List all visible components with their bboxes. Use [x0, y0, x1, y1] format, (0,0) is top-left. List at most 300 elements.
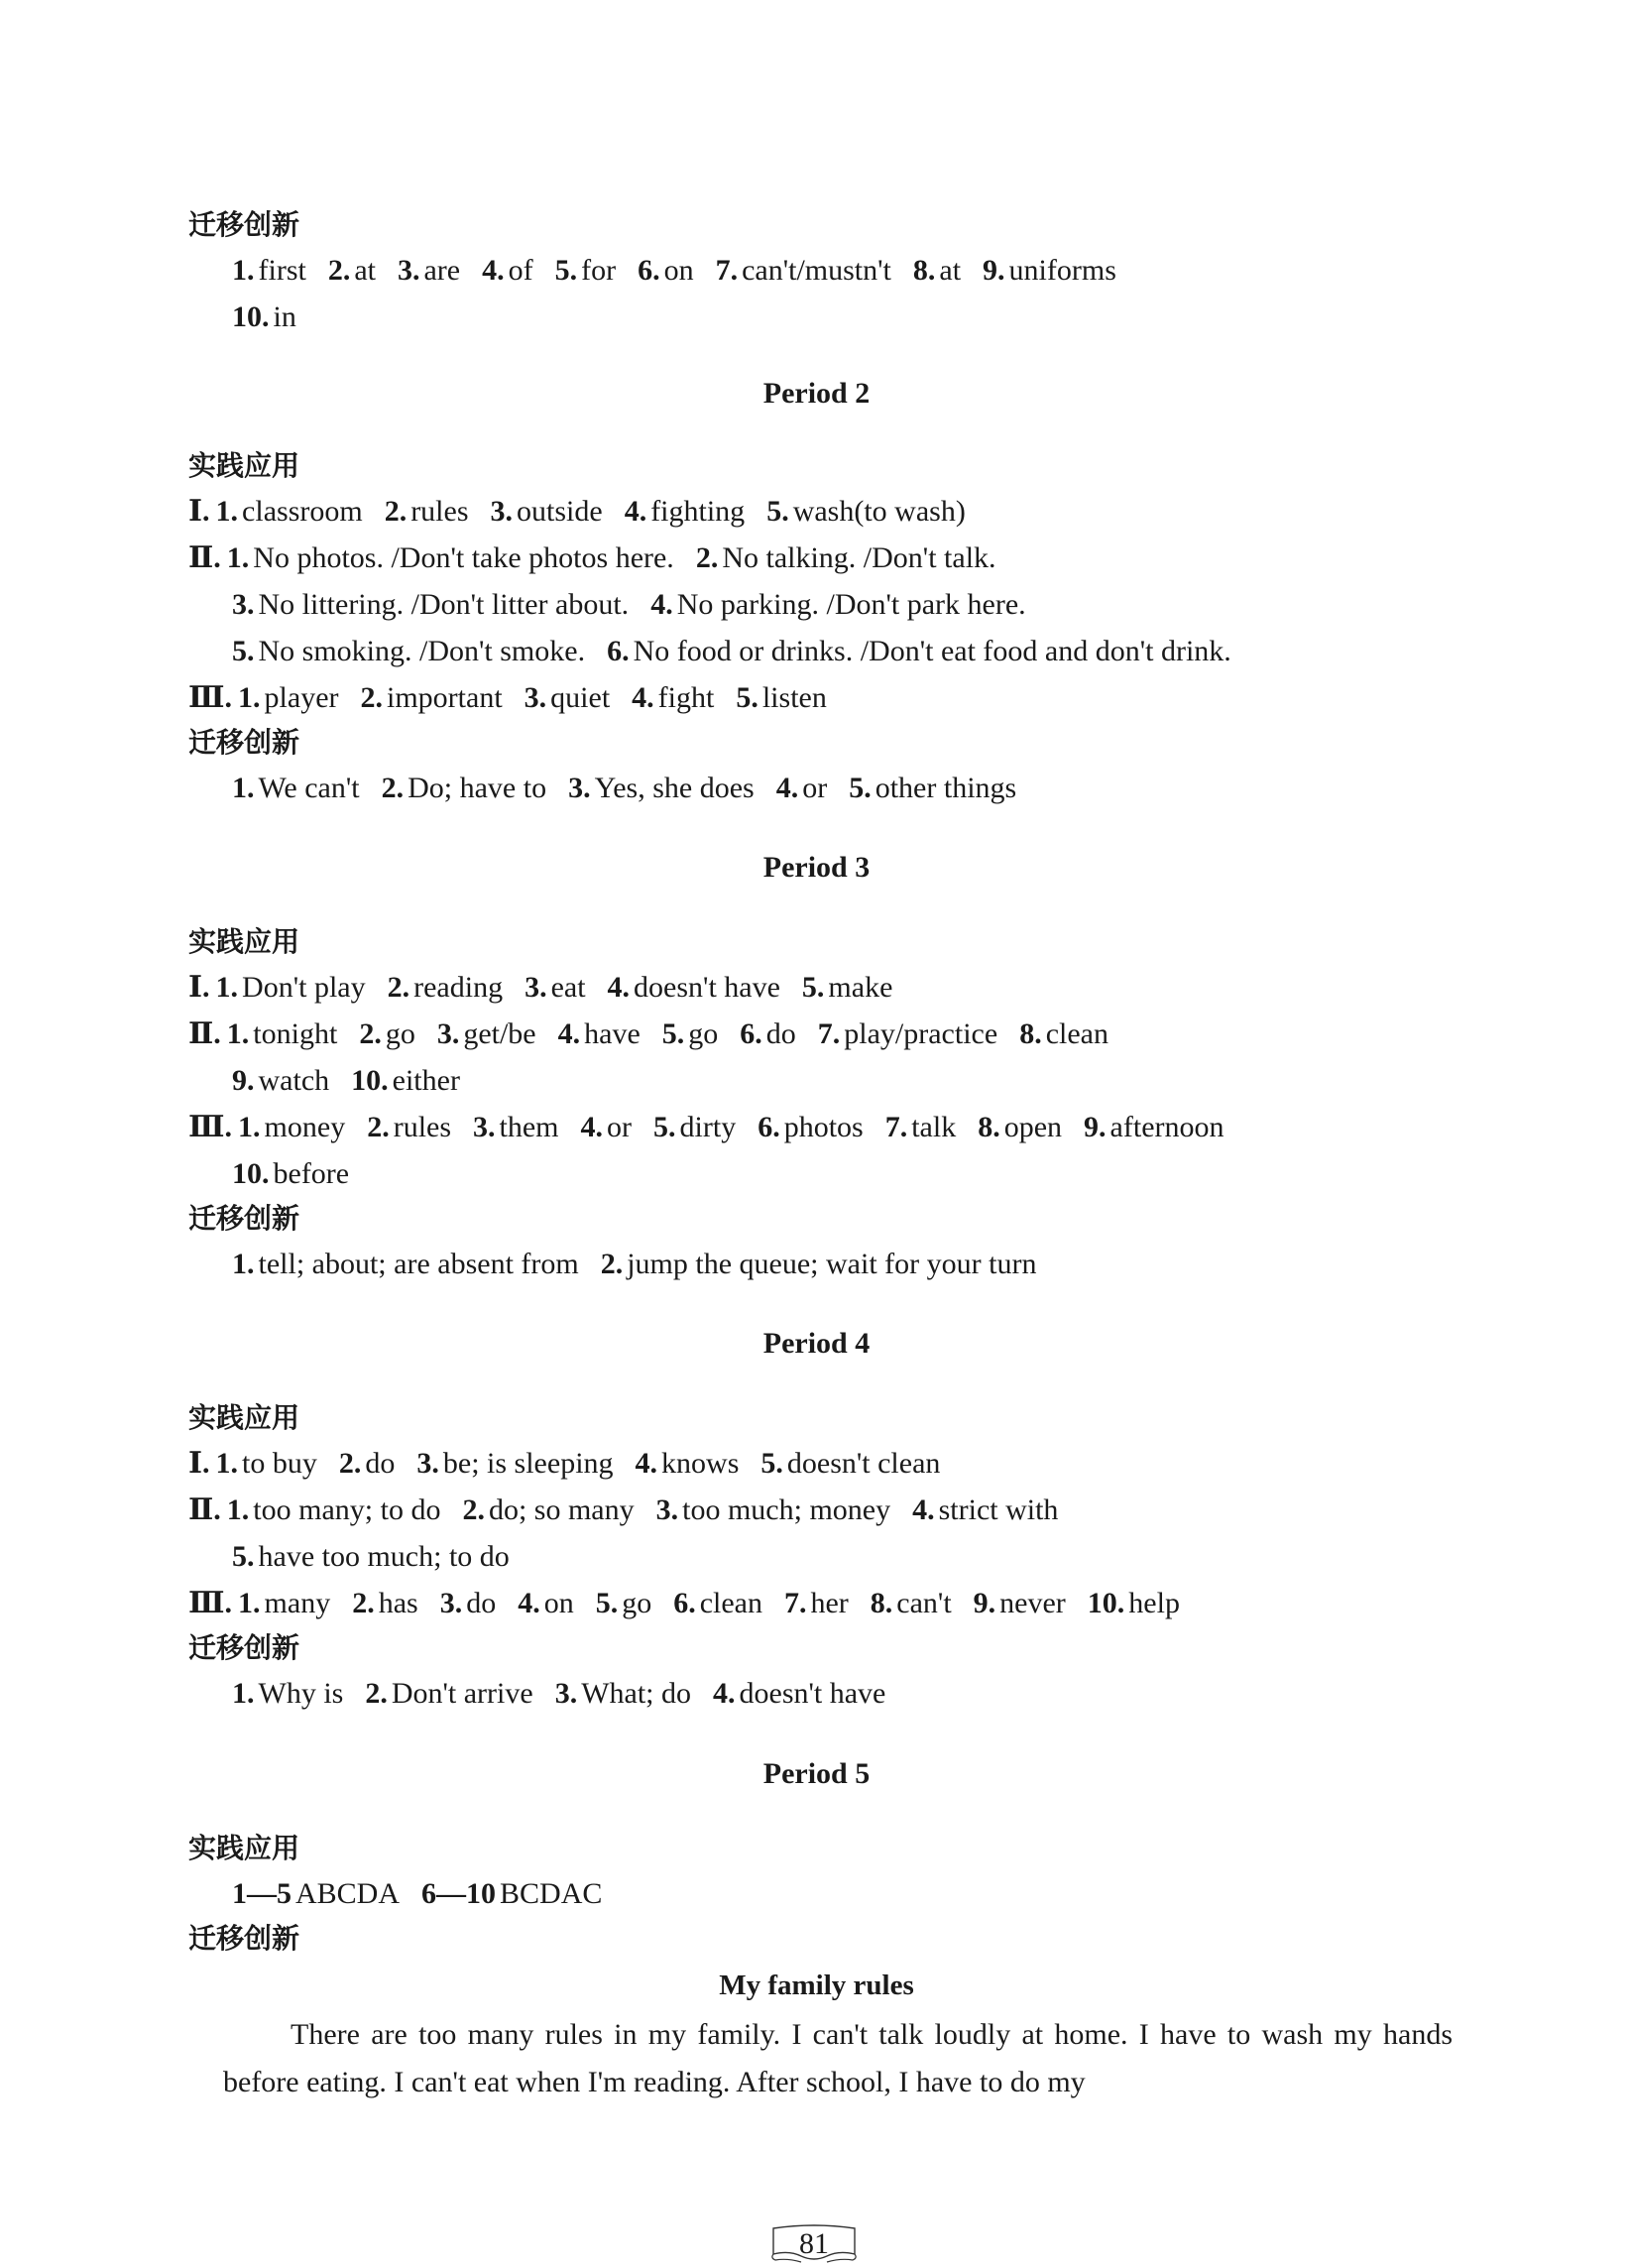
answer-item [662, 1011, 719, 1057]
item-answer: many [264, 1587, 331, 1619]
item-number: 5. [736, 681, 758, 714]
item-answer: No food or drinks. /Don't eat food and don't drink. [633, 635, 1231, 667]
item-number: 5. [661, 1017, 685, 1050]
item-number: 4. [482, 254, 505, 287]
answer-item [388, 964, 503, 1011]
roman-numeral: Ⅰ. [188, 971, 210, 1004]
item-number: 3. [439, 1587, 463, 1619]
item-answer: watch [258, 1064, 330, 1097]
item-number: 5. [232, 1540, 255, 1573]
period-2-heading: Period 2 [762, 377, 871, 410]
item-answer: clean [1045, 1017, 1108, 1050]
answer-line [188, 1241, 1477, 1287]
answer-item [232, 765, 360, 811]
item-number: 4. [580, 1111, 604, 1143]
answer-item [359, 1011, 415, 1057]
answer-line [188, 581, 1477, 628]
item-answer: reading [413, 971, 504, 1004]
item-answer: Don't arrive [391, 1677, 533, 1710]
answer-line [188, 247, 1477, 294]
item-number: 4. [632, 681, 654, 714]
period-5-heading: Period 5 [762, 1757, 871, 1790]
item-answer: doesn't have [634, 971, 780, 1004]
answer-item [232, 1150, 349, 1197]
item-answer: of [508, 254, 533, 287]
roman-numeral: Ⅰ. [188, 1447, 210, 1480]
item-number: 5. [232, 635, 255, 667]
answer-item [849, 765, 1016, 811]
item-number: 2. [359, 1017, 382, 1050]
answer-item [232, 247, 306, 294]
answer-line [188, 294, 1477, 340]
answer-line [188, 1533, 1477, 1580]
answer-item [555, 247, 616, 294]
answer-item [653, 1104, 736, 1150]
transfer-lines [188, 1670, 1477, 1717]
answer-line [188, 1150, 1477, 1197]
item-number: 8. [978, 1111, 1000, 1143]
item-answer: photos [783, 1111, 864, 1143]
transfer-lines [188, 765, 1477, 811]
item-answer: play/practice [844, 1017, 998, 1050]
item-number: 2. [338, 1447, 362, 1480]
answer-item [238, 1104, 345, 1150]
answer-line [188, 765, 1477, 811]
answer-item [885, 1104, 957, 1150]
period-4-heading: Period 4 [762, 1327, 871, 1360]
item-number: 5. [849, 772, 872, 804]
answer-item [482, 247, 533, 294]
answer-item [1019, 1011, 1108, 1057]
item-number: 5. [554, 254, 578, 287]
answer-item [601, 1241, 1037, 1287]
answer-item [238, 674, 338, 721]
answer-item [416, 1440, 613, 1487]
item-number: 4. [518, 1587, 540, 1619]
item-number: 6—10 [421, 1877, 497, 1910]
item-number: 6. [638, 254, 660, 287]
item-answer: player [264, 681, 339, 714]
item-number: 10. [351, 1064, 389, 1097]
item-answer: other things [875, 772, 1017, 804]
item-answer: on [543, 1587, 574, 1619]
answer-item [382, 765, 546, 811]
answer-item [339, 1440, 396, 1487]
item-answer: doesn't have [739, 1677, 886, 1710]
item-answer: at [939, 254, 962, 287]
item-number: 7. [817, 1017, 841, 1050]
answer-item [716, 247, 891, 294]
item-answer: either [392, 1064, 460, 1097]
item-number: 7. [783, 1587, 807, 1619]
item-number: 3. [490, 495, 514, 528]
answer-item [232, 628, 585, 674]
item-number: 3. [436, 1017, 460, 1050]
item-answer: No parking. /Don't park here. [676, 588, 1026, 621]
item-number: 3. [524, 681, 547, 714]
item-number: 2. [360, 681, 384, 714]
practice-label: 实践应用 [188, 449, 300, 482]
item-number: 1. [238, 1587, 261, 1619]
item-number: 4. [912, 1493, 935, 1526]
item-answer: in [273, 300, 296, 333]
answer-item [776, 765, 828, 811]
item-answer: important [387, 681, 503, 714]
item-number: 1. [226, 1493, 250, 1526]
item-number: 7. [884, 1111, 908, 1143]
transfer-label: 迁移创新 [188, 208, 300, 241]
item-number: 9. [983, 254, 1005, 287]
item-number: 6. [673, 1587, 696, 1619]
answer-line [188, 964, 1477, 1011]
item-answer: are [423, 254, 461, 287]
transfer-label: 迁移创新 [188, 1631, 300, 1664]
item-answer: rules [393, 1111, 452, 1143]
answer-item [656, 1487, 890, 1533]
item-number: 1. [232, 1248, 255, 1280]
answer-item [473, 1104, 559, 1150]
period-5-practice [188, 1827, 1477, 1961]
answer-item [361, 674, 503, 721]
item-number: 7. [715, 254, 739, 287]
answer-item [491, 488, 603, 535]
item-answer: go [385, 1017, 415, 1050]
answer-item [638, 247, 694, 294]
item-number: 1. [232, 772, 255, 804]
answer-item [555, 1670, 691, 1717]
answer-item [216, 964, 366, 1011]
item-answer: jump the queue; wait for your turn [627, 1248, 1037, 1280]
answer-line [188, 628, 1477, 674]
answer-item [232, 1057, 329, 1104]
item-answer: BCDAC [500, 1877, 603, 1910]
item-number: 2. [387, 971, 410, 1004]
item-number: 4. [650, 588, 673, 621]
item-answer: can't [896, 1587, 952, 1619]
answer-lines [188, 247, 1477, 340]
item-answer: money [264, 1111, 346, 1143]
answer-item [650, 581, 1025, 628]
item-number: 2. [381, 772, 405, 804]
practice-label: 实践应用 [188, 1401, 300, 1434]
item-number: 2. [327, 254, 351, 287]
answer-item [607, 628, 1231, 674]
item-answer: Do; have to [408, 772, 547, 804]
item-number: 1. [215, 971, 239, 1004]
answer-item [232, 1870, 400, 1917]
answer-item [385, 488, 469, 535]
item-number: 5. [653, 1111, 676, 1143]
answer-item [974, 1580, 1066, 1626]
item-answer: Don't play [242, 971, 366, 1004]
answer-line [188, 1440, 1477, 1487]
answer-item [398, 247, 460, 294]
item-answer: can't/mustn't [742, 254, 891, 287]
answer-item [625, 488, 746, 535]
item-number: 5. [595, 1587, 619, 1619]
roman-numeral: Ⅲ. [188, 1587, 233, 1619]
item-answer: uniforms [1008, 254, 1116, 287]
item-answer: quiet [550, 681, 611, 714]
item-answer: to buy [242, 1447, 317, 1480]
item-number: 2. [365, 1677, 388, 1710]
item-number: 1. [215, 495, 239, 528]
item-answer: rules [410, 495, 469, 528]
item-number: 9. [973, 1587, 996, 1619]
answer-item [673, 1580, 762, 1626]
item-number: 4. [635, 1447, 658, 1480]
answer-item [802, 964, 892, 1011]
item-answer: never [999, 1587, 1066, 1619]
item-answer: go [622, 1587, 652, 1619]
roman-numeral: Ⅱ. [188, 541, 221, 574]
item-answer: go [688, 1017, 719, 1050]
item-number: 2. [600, 1248, 624, 1280]
answer-item [232, 1533, 510, 1580]
answer-item [983, 247, 1116, 294]
item-number: 3. [568, 772, 591, 804]
item-number: 10. [1087, 1587, 1125, 1619]
answer-item [352, 1580, 418, 1626]
period-3-practice [188, 920, 1477, 1287]
item-answer: strict with [938, 1493, 1059, 1526]
answer-line [188, 535, 1477, 581]
answer-item [232, 1241, 579, 1287]
item-answer: No smoking. /Don't smoke. [258, 635, 586, 667]
answer-item [636, 1440, 740, 1487]
answer-lines [188, 964, 1477, 1197]
item-number: 1. [232, 254, 255, 287]
item-number: 5. [801, 971, 825, 1004]
answer-line [188, 1487, 1477, 1533]
item-answer: afternoon [1109, 1111, 1225, 1143]
item-number: 1. [232, 1677, 255, 1710]
answer-item [978, 1104, 1062, 1150]
item-number: 4. [775, 772, 799, 804]
essay-title: My family rules [719, 1970, 914, 2001]
roman-numeral: Ⅱ. [188, 1493, 221, 1526]
transfer-label: 迁移创新 [188, 726, 300, 759]
answer-item [367, 1104, 451, 1150]
answer-item [596, 1580, 652, 1626]
answer-item [525, 964, 585, 1011]
item-answer: tell; about; are absent from [258, 1248, 579, 1280]
item-number: 8. [870, 1587, 893, 1619]
item-number: 2. [384, 495, 408, 528]
item-answer: open [1003, 1111, 1063, 1143]
item-number: 6. [607, 635, 630, 667]
item-number: 8. [912, 254, 936, 287]
answer-item [462, 1487, 634, 1533]
answer-line [188, 1580, 1477, 1626]
item-answer: do [466, 1587, 497, 1619]
item-answer: No talking. /Don't talk. [722, 541, 996, 574]
item-answer: We can't [258, 772, 360, 804]
item-number: 3. [473, 1111, 496, 1143]
item-answer: help [1128, 1587, 1180, 1619]
item-answer: for [581, 254, 617, 287]
answer-lines [188, 1440, 1477, 1626]
item-number: 4. [607, 971, 631, 1004]
answer-item [216, 1440, 317, 1487]
item-number: 2. [695, 541, 719, 574]
answer-item [227, 1011, 338, 1057]
item-number: 1—5 [232, 1877, 292, 1910]
answer-item [1088, 1580, 1180, 1626]
answer-item [525, 674, 611, 721]
item-answer: or [802, 772, 828, 804]
answer-item [760, 1440, 940, 1487]
period-3-heading: Period 3 [762, 851, 871, 884]
item-answer: dirty [679, 1111, 737, 1143]
item-number: 10. [232, 1157, 270, 1190]
item-answer: have [584, 1017, 641, 1050]
item-answer: talk [911, 1111, 957, 1143]
item-answer: on [663, 254, 694, 287]
period-2-practice [188, 444, 1477, 811]
answer-item [871, 1580, 952, 1626]
item-answer: classroom [242, 495, 363, 528]
answer-item [740, 1011, 796, 1057]
item-answer: or [607, 1111, 633, 1143]
answer-item [766, 488, 966, 535]
item-answer: do [365, 1447, 396, 1480]
answer-item [421, 1870, 602, 1917]
item-answer: listen [761, 681, 827, 714]
answer-line [188, 488, 1477, 535]
answer-item [568, 765, 755, 811]
answer-item [558, 1011, 641, 1057]
item-answer: wash(to wash) [792, 495, 966, 528]
answer-line [188, 1011, 1477, 1057]
item-number: 8. [1019, 1017, 1042, 1050]
item-number: 5. [760, 1447, 783, 1480]
answer-item [351, 1057, 460, 1104]
answer-lines [188, 488, 1477, 721]
item-number: 3. [655, 1493, 679, 1526]
item-answer: tonight [253, 1017, 338, 1050]
item-number: 1. [215, 1447, 239, 1480]
practice-label: 实践应用 [188, 925, 300, 958]
answer-item [581, 1104, 633, 1150]
item-number: 6. [740, 1017, 762, 1050]
item-answer: fighting [650, 495, 746, 528]
item-answer: Yes, she does [594, 772, 755, 804]
answer-item [238, 1580, 330, 1626]
item-number: 4. [624, 495, 647, 528]
transfer-label: 迁移创新 [188, 1202, 300, 1235]
item-number: 9. [1084, 1111, 1107, 1143]
item-number: 3. [525, 971, 547, 1004]
item-answer: before [273, 1157, 350, 1190]
item-number: 4. [557, 1017, 581, 1050]
item-number: 6. [758, 1111, 780, 1143]
item-number: 3. [554, 1677, 578, 1710]
practice-label: 实践应用 [188, 1832, 300, 1864]
item-number: 1. [226, 1017, 250, 1050]
roman-numeral: Ⅰ. [188, 495, 210, 528]
item-answer: What; do [581, 1677, 691, 1710]
answer-item [696, 535, 996, 581]
answer-line [188, 1057, 1477, 1104]
item-number: 2. [367, 1111, 390, 1143]
answer-item [1084, 1104, 1224, 1150]
answer-item [608, 964, 780, 1011]
item-number: 3. [232, 588, 255, 621]
item-number: 9. [232, 1064, 255, 1097]
item-number: 4. [713, 1677, 736, 1710]
item-answer: outside [517, 495, 603, 528]
answer-item [784, 1580, 849, 1626]
item-answer: at [354, 254, 376, 287]
answer-item [227, 535, 674, 581]
answer-item [232, 581, 629, 628]
answer-line [188, 1870, 1477, 1917]
item-answer: them [499, 1111, 559, 1143]
answer-item [713, 1670, 885, 1717]
item-number: 2. [352, 1587, 375, 1619]
page-number-badge [767, 2224, 861, 2264]
item-number: 1. [238, 1111, 261, 1143]
answer-item [437, 1011, 536, 1057]
answer-item [912, 1487, 1058, 1533]
answer-item [440, 1580, 497, 1626]
answer-item [913, 247, 961, 294]
item-answer: make [828, 971, 893, 1004]
item-answer: first [258, 254, 306, 287]
transfer-section-period-1 [188, 203, 1477, 340]
roman-numeral: Ⅲ. [188, 1111, 233, 1143]
answer-item [216, 488, 363, 535]
item-number: 2. [462, 1493, 485, 1526]
answer-item [818, 1011, 997, 1057]
answer-item [758, 1104, 864, 1150]
roman-numeral: Ⅲ. [188, 681, 233, 714]
answer-item [328, 247, 376, 294]
answer-item [232, 294, 296, 340]
item-answer: eat [550, 971, 586, 1004]
item-answer: do; so many [488, 1493, 635, 1526]
item-number: 1. [226, 541, 250, 574]
item-answer: doesn't clean [786, 1447, 941, 1480]
item-answer: ABCDA [295, 1877, 401, 1910]
page-number: 81 [799, 2227, 829, 2260]
item-answer: get/be [463, 1017, 536, 1050]
essay-body: There are too many rules in my family. I can't talk loudly at home. I have to wash my hands before eating. I can't eat when I'm reading. After school, I have to do my [223, 2018, 1453, 2098]
item-answer: have too much; to do [258, 1540, 510, 1573]
item-answer: clean [699, 1587, 762, 1619]
answer-line [188, 1104, 1477, 1150]
item-answer: her [810, 1587, 849, 1619]
item-answer: fight [657, 681, 715, 714]
item-answer: has [378, 1587, 418, 1619]
answer-item [736, 674, 827, 721]
roman-numeral: Ⅱ. [188, 1017, 221, 1050]
transfer-label: 迁移创新 [188, 1922, 300, 1955]
item-answer: do [765, 1017, 796, 1050]
answer-item [632, 674, 714, 721]
answer-item [232, 1670, 343, 1717]
answer-line [188, 674, 1477, 721]
answer-line [188, 1670, 1477, 1717]
period-4-practice [188, 1396, 1477, 1717]
answer-lines [188, 1870, 1477, 1917]
item-answer: No photos. /Don't take photos here. [253, 541, 674, 574]
item-answer: Why is [258, 1677, 344, 1710]
item-answer: too much; money [682, 1493, 891, 1526]
item-number: 3. [416, 1447, 439, 1480]
item-number: 3. [397, 254, 420, 287]
